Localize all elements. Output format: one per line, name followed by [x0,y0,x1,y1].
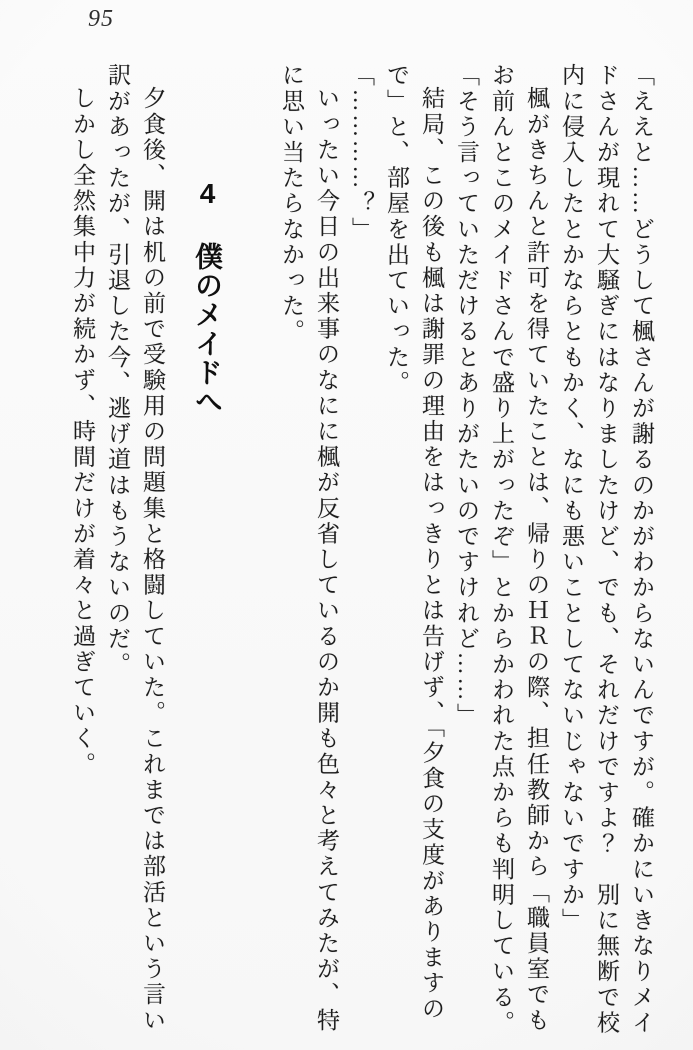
paragraph: 夕食後、開は机の前で受験用の問題集と格闘していた。これまでは部活という言い訳があったが、引退した今、逃げ道はもうないのだ。 [105,63,165,1034]
paragraph: 「ええと……どうして楓さんが謝るのかがわからないんですが。確かにいきなりメイドさんが現れて大騒ぎにはなりましたけど、でも、それだけですよ？ 別に無断で校内に侵入したとかならともかく、なにも悪いことしてないじゃないですか」 [559,63,654,1036]
vertical-text-block [65,63,659,1038]
paragraph: しかし全然集中力が続かず、時間だけが着々と過ぎていく。 [70,86,95,778]
paragraph: 「そう言っていただけるとありがたいのですけれど……」 [454,63,479,729]
paragraph: 結局、この後も楓は謝罪の理由をはっきりとは告げず、「夕食の支度がありますので」と、部屋を出ていった。 [384,63,444,1022]
paragraph: 「…………？」 [349,63,374,243]
paragraph: 楓がきちんと許可を得ていたことは、帰りのＨＲの際、担任教師から「職員室でもお前んとこのメイドさんで盛り上がったぞ」とからかわれた点からも判明している。 [489,63,549,1036]
page-number: 95 [88,6,114,32]
paragraph: いったい今日の出来事のなにに楓が反省しているのか開も色々と考えてみたが、特に思い当たらなかった。 [279,63,339,1034]
section-heading: 4 僕のメイドへ [192,178,223,416]
